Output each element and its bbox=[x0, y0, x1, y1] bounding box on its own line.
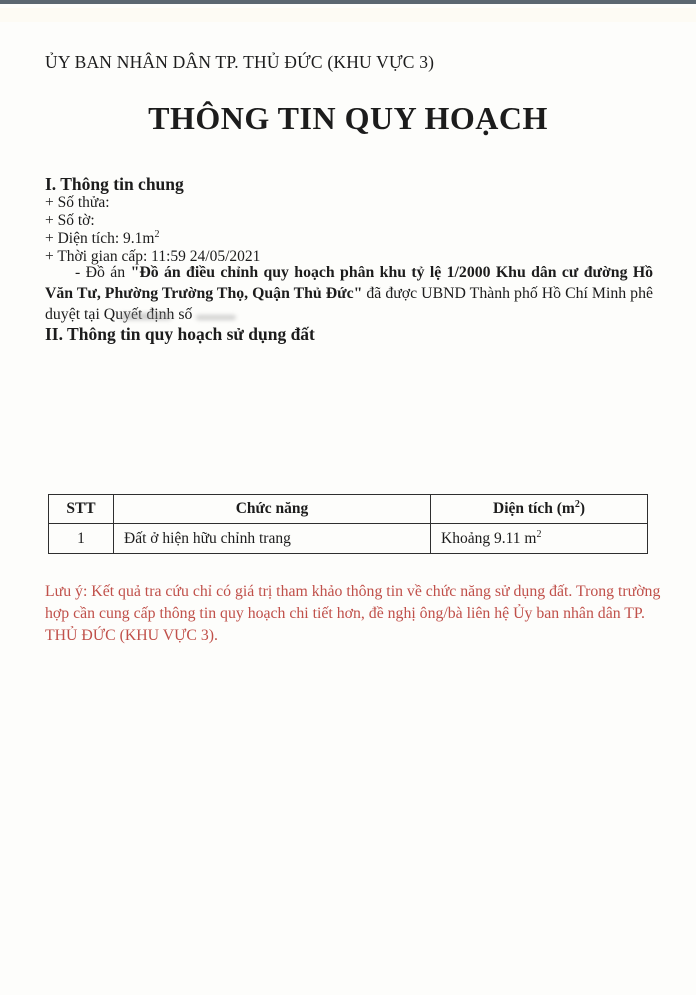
dien-tich-superscript: 2 bbox=[154, 228, 160, 240]
redacted-smudge bbox=[120, 313, 172, 320]
section2-heading: II. Thông tin quy hoạch sử dụng đất bbox=[45, 324, 315, 344]
scan-top-bar bbox=[0, 0, 696, 4]
scan-tint-band bbox=[0, 8, 696, 22]
redacted-smudge bbox=[196, 315, 236, 320]
do-an-suffix: đã được UBND Thành phố Hồ Chí Minh phê duyệt tại Quyết định số bbox=[45, 285, 653, 323]
table-header-row bbox=[49, 495, 648, 524]
header-dien-tich-superscript: 2 bbox=[574, 498, 580, 510]
cell-stt: 1 bbox=[49, 524, 114, 554]
header-stt: STT bbox=[49, 495, 114, 524]
info-dien-tich: + Diện tích: $9.1m^2$ bbox=[45, 228, 160, 247]
general-info-list bbox=[45, 194, 260, 266]
info-so-thua: + Số thửa: bbox=[45, 194, 110, 211]
do-an-bold-title: "Đồ án điều chỉnh quy hoạch phân khu tỷ lệ 1/2000 Khu dân cư đường Hồ Văn Tư, Phường Trường Thọ, Quận Thủ Đức" bbox=[45, 264, 654, 302]
cell-chuc-nang: Đất ở hiện hữu chỉnh trang bbox=[114, 524, 431, 554]
note-text: Lưu ý: Kết quả tra cứu chỉ có giá trị tham khảo thông tin về chức năng sử dụng đất. Trong trường hợp cần cung cấp thông tin quy hoạch chi tiết hơn, đề nghị ông/bà liên hệ Ủy ban nhân dân TP. THỦ ĐỨC (KHU VỰC 3). bbox=[45, 583, 661, 644]
land-use-table bbox=[48, 494, 648, 554]
info-thoi-gian-cap: + Thời gian cấp: 11:59 24/05/2021 bbox=[45, 248, 261, 265]
header-dien-tich: Diện tích $(m^2)$ bbox=[431, 495, 648, 524]
do-an-prefix: - Đồ án bbox=[75, 264, 131, 281]
table-row bbox=[49, 524, 648, 554]
info-so-to: + Số tờ: bbox=[45, 212, 95, 229]
page-title: THÔNG TIN QUY HOẠCH bbox=[148, 100, 548, 136]
org-name: ỦY BAN NHÂN DÂN TP. THỦ ĐỨC (KHU VỰC 3) bbox=[45, 52, 435, 72]
cell-dien-tich-superscript: 2 bbox=[536, 528, 542, 540]
header-chuc-nang: Chức năng bbox=[114, 495, 431, 524]
cell-dien-tich: Khoảng 9.11 $m^2$ bbox=[431, 524, 648, 554]
section1-heading: I. Thông tin chung bbox=[45, 174, 184, 194]
